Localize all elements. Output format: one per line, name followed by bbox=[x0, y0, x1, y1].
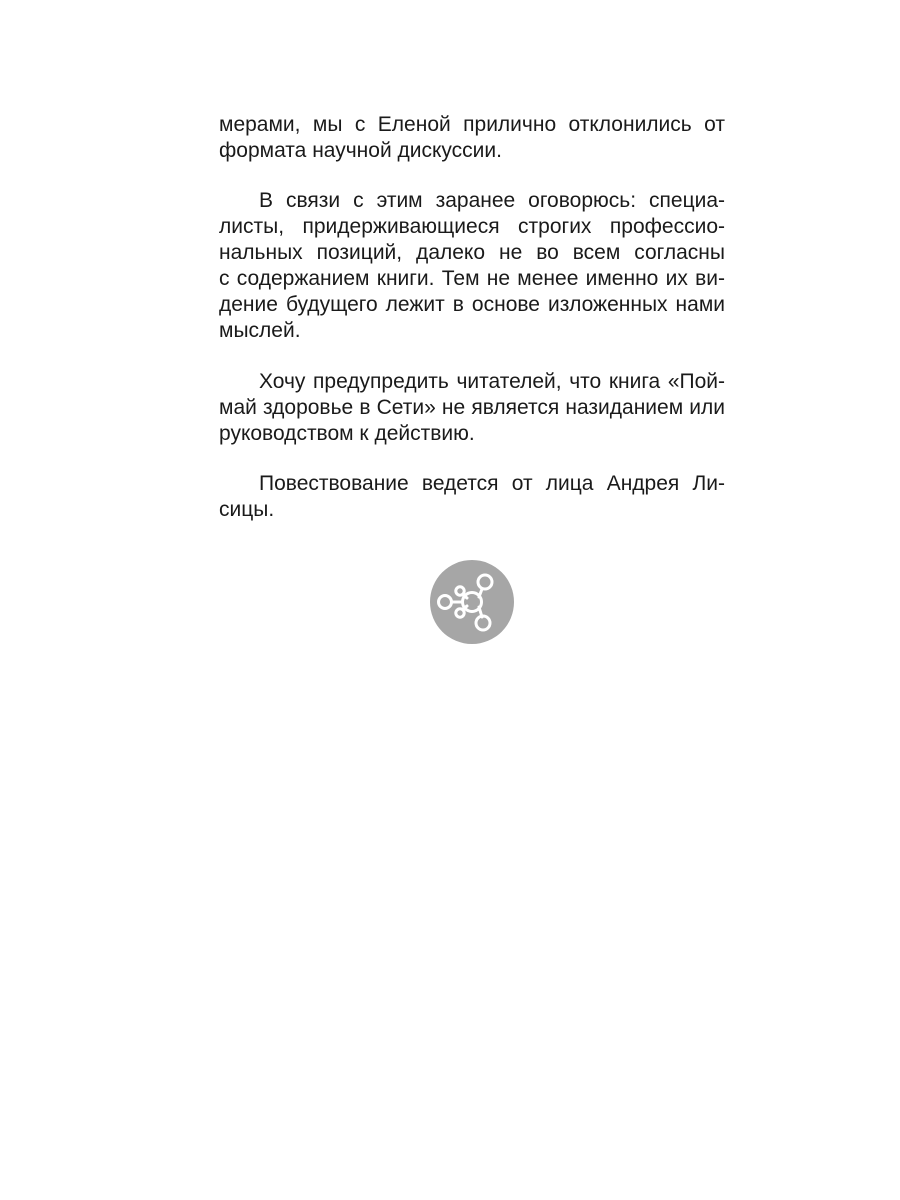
network-nodes-icon bbox=[430, 560, 514, 644]
body-text bbox=[219, 112, 725, 523]
emblem-background bbox=[430, 560, 514, 644]
text-line: дение будущего лежит в основе изложенных нами bbox=[219, 293, 725, 316]
text-line: май здоровье в Сети» не является назиданием или bbox=[219, 396, 725, 419]
paragraph-3 bbox=[219, 369, 725, 447]
text-line: руководством к действию. bbox=[219, 422, 475, 445]
text-line: с содержанием книги. Тем не менее именно их ви- bbox=[219, 267, 725, 290]
text-line: В связи с этим заранее оговорюсь: специа- bbox=[259, 189, 725, 212]
text-line: сицы. bbox=[219, 498, 275, 521]
text-line: мерами, мы с Еленой прилично отклонились от bbox=[219, 113, 725, 136]
text-line: мыслей. bbox=[219, 319, 301, 342]
text-line: формата научной дискуссии. bbox=[219, 139, 502, 162]
paragraph-4 bbox=[219, 471, 725, 523]
text-line: Хочу предупредить читателей, что книга «Пой- bbox=[259, 370, 725, 393]
paragraph-1 bbox=[219, 112, 725, 164]
text-line: Повествование ведется от лица Андрея Ли- bbox=[259, 472, 725, 495]
paragraph-2 bbox=[219, 188, 725, 344]
text-line: нальных позиций, далеко не во всем согласны bbox=[219, 241, 725, 264]
network-nodes-icon-svg bbox=[430, 560, 514, 644]
text-line: листы, придерживающиеся строгих профессио- bbox=[219, 215, 725, 238]
